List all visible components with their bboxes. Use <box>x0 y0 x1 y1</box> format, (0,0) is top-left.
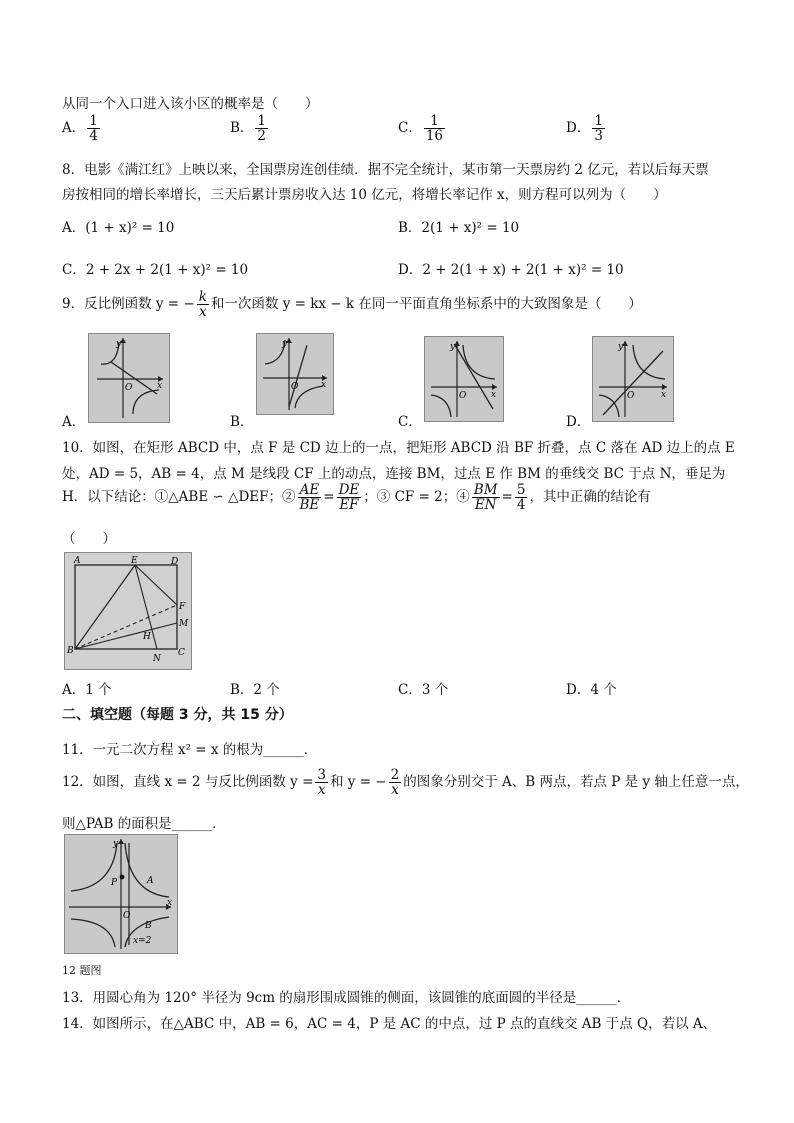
q10-label-b: B <box>67 646 74 656</box>
q10-answer-paren: （ ） <box>62 531 116 547</box>
q10-label-d: D <box>171 557 179 567</box>
q9-graph-c <box>424 336 504 422</box>
q7-option-c: C． $\frac{1}{16}$ <box>398 113 444 145</box>
q8-option-a: A．(1 + x)² = 10 <box>62 220 175 236</box>
q8-option-b: B．2(1 + x)² = 10 <box>398 220 520 236</box>
q12-figure <box>64 834 178 954</box>
q11-text: 11．一元二次方程 x² = x 的根为______． <box>62 742 318 758</box>
q8-line2: 房按相同的增长率增长，三天后累计票房收入达 10 亿元，将增长率记作 x，则方程可以列为（ ） <box>62 187 667 203</box>
q12-label-line: x=2 <box>133 936 152 946</box>
q12-line1: 12．如图，直线 x = 2 与反比例函数 y = $\frac{3}{x}$ 和 y = − $\frac{2}{x}$ 的图象分别交于 A、B 两点，若点 P 是 y 轴上任意一点， <box>62 767 749 799</box>
q10-line2: 处，AD = 5，AB = 4，点 M 是线段 CF 上的动点，连接 BM，过点 E 作 BM 的垂线交 BC 于点 N，垂足为 <box>62 466 726 482</box>
q9a-origin: O <box>125 383 133 393</box>
q9d-y: y <box>618 342 624 352</box>
q10-label-m: M <box>179 619 189 629</box>
q12-caption: 12 题图 <box>62 964 102 977</box>
q10-option-c: C．3 个 <box>398 682 449 698</box>
q9b-origin: O <box>291 382 299 392</box>
q9-label-d: D． <box>566 414 591 430</box>
q9d-x: x <box>661 390 667 400</box>
q12-label-p: P <box>111 878 118 888</box>
q10-label-h: H <box>143 632 151 642</box>
q8-line1: 8．电影《满江红》上映以来，全国票房连创佳绩．据不完全统计，某市第一天票房约 2 亿元，若以后每天票 <box>62 162 709 178</box>
q9b-y: y <box>282 339 288 349</box>
q12-label-b: B <box>145 921 152 931</box>
q10-label-f: F <box>179 602 186 612</box>
section-title-fill-blank: 二、填空题（每题 3 分，共 15 分） <box>62 707 293 723</box>
q10-label-e: E <box>131 556 138 566</box>
q9-label-b: B． <box>230 414 254 430</box>
q12-label-x: x <box>167 898 173 908</box>
q14-text: 14．如图所示，在△ABC 中，AB = 6，AC = 4，P 是 AC 的中点，过 P 点的直线交 AB 于点 Q，若以 A、 <box>62 1016 717 1032</box>
q9b-x: x <box>321 380 327 390</box>
q10-line3: H．以下结论：①△ABE ∽ △DEF；② $\frac{AE}{BE}$ = $\frac{DE}{EF}$ ；③ CF = 2；④ $\frac{BM}{EN}$ = $\frac{5}{4}$ ，其中正确的结论有 <box>62 482 651 514</box>
q9-graph-b <box>256 333 334 415</box>
q9-label-a: A． <box>62 414 86 430</box>
q7-option-b: B． $\frac{1}{2}$ <box>230 113 267 145</box>
q12-label-a: A <box>147 876 154 886</box>
q12-line2: 则△PAB 的面积是______． <box>62 816 226 832</box>
q10-line1: 10．如图，在矩形 ABCD 中，点 F 是 CD 边上的一点，把矩形 ABCD 沿 BF 折叠，点 C 落在 AD 边上的点 E <box>62 440 735 456</box>
q9a-x: x <box>157 381 163 391</box>
q7-stem: 从同一个入口进入该小区的概率是（ ） <box>62 96 319 112</box>
q9-graph-d <box>592 336 674 422</box>
q10-label-a: A <box>74 556 81 566</box>
q12-label-o: O <box>123 911 131 921</box>
q8-option-c: C．2 + 2x + 2(1 + x)² = 10 <box>62 262 249 278</box>
q13-text: 13．用圆心角为 120° 半径为 9cm 的扇形围成圆锥的侧面，该圆锥的底面圆的半径是______． <box>62 990 631 1006</box>
q9c-x: x <box>491 390 497 400</box>
q10-figure <box>64 552 192 670</box>
q9d-origin: O <box>627 391 635 401</box>
q8-option-d: D．2 + 2(1 + x) + 2(1 + x)² = 10 <box>398 262 624 278</box>
q9-label-c: C． <box>398 414 422 430</box>
q9a-y: y <box>116 339 122 349</box>
q7-option-a: A． $\frac{1}{4}$ <box>62 113 98 145</box>
q10-label-c: C <box>178 648 185 658</box>
q9-graph-a <box>88 333 170 423</box>
q9-stem: 9．反比例函数 y = − $\frac{k}{x}$ 和一次函数 y = kx − k 在同一平面直角坐标系中的大致图象是（ ） <box>62 289 642 321</box>
q7-option-d: D． $\frac{1}{3}$ <box>566 113 603 145</box>
q12-label-y: y <box>113 839 119 849</box>
q10-option-a: A．1 个 <box>62 682 112 698</box>
q10-option-d: D．4 个 <box>566 682 617 698</box>
q9c-origin: O <box>459 391 467 401</box>
q10-label-n: N <box>153 654 161 664</box>
q10-option-b: B．2 个 <box>230 682 280 698</box>
q9c-y: y <box>450 342 456 352</box>
